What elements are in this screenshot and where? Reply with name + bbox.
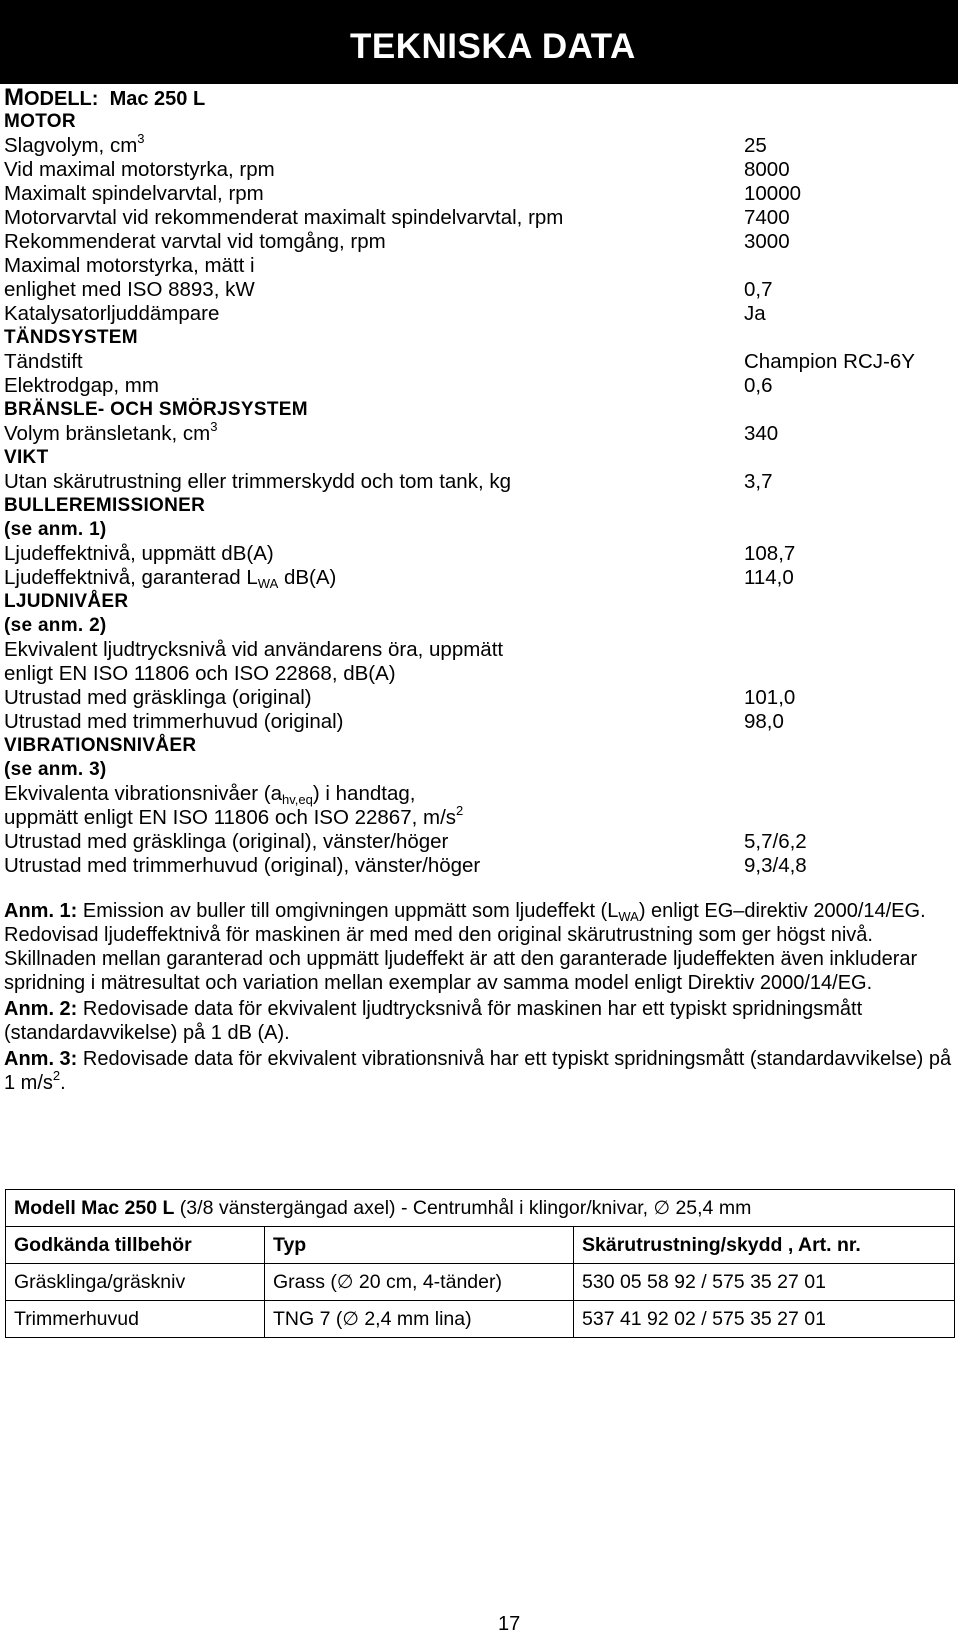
spec-row: Maximalt spindelvarvtal, rpm 10000 (4, 182, 802, 205)
spec-row: Utrustad med gräsklinga (original), vänster/höger 5,7/6,2 (4, 830, 807, 853)
notes-section (4, 899, 956, 1097)
note-3: Anm. 3: Redovisade data för ekvivalent vibrationsnivå har ett typiskt spridningsmått (standardavvikelse) på 1 $m/s^2$. (4, 1048, 952, 1094)
spec-description: enligt EN ISO 11806 och ISO 22868, dB(A) (4, 662, 396, 685)
section-note-sound: (se anm. 2) (4, 615, 107, 636)
table-header-row (6, 1227, 955, 1264)
section-note-noise: (se anm. 1) (4, 519, 107, 540)
table-row (6, 1190, 955, 1227)
table-cell: Trimmerhuvud (6, 1301, 265, 1338)
model-line (4, 86, 954, 110)
diameter-icon: ∅ (342, 1308, 359, 1330)
spec-row: Elektrodgap, mm 0,6 (4, 374, 773, 397)
spec-row: Utrustad med gräsklinga (original) 101,0 (4, 686, 796, 709)
spec-row: Tändstift Champion RCJ-6Y (4, 350, 915, 373)
table-cell: Gräsklinga/gräskniv (6, 1264, 265, 1301)
spec-description: Ekvivalenta vibrationsnivåer $(a_{hv,eq})$ i handtag, (4, 782, 416, 807)
section-heading-sound: LJUDNIVÅER (4, 591, 129, 612)
spec-row: Maximal motorstyrka, mätt i (4, 254, 255, 277)
accessories-table (5, 1189, 955, 1338)
table-row (6, 1301, 955, 1338)
spec-row: enlighet med ISO 8893, kW 0,7 (4, 278, 773, 301)
spec-row: Volym bränsletank, $cm^3$ 340 (4, 419, 779, 445)
spec-row: Utrustad med trimmerhuvud (original), vänster/höger 9,3/4,8 (4, 854, 807, 877)
section-note-vibration: (se anm. 3) (4, 759, 107, 780)
section-heading-noise: BULLEREMISSIONER (4, 495, 206, 516)
section-heading-ignition: TÄNDSYSTEM (4, 327, 138, 348)
note-1: Anm. 1: Emission av buller till omgivningen uppmätt som ljudeffekt $(L_{WA})$ enligt EG–direktiv 2000/14/EG. Redovisad ljudeffektnivå för maskinen är med med den original skärutrustning som ger högst nivå. Skillnaden mellan garanterad och uppmätt ljudeffekt är att den garanterade ljudeffekten även inkluderar spridning i mätresultat och variation mellan exemplar av samma model enligt Direktiv 2000/14/EG. (4, 900, 926, 994)
section-heading-fuel: BRÄNSLE- OCH SMÖRJSYSTEM (4, 399, 308, 420)
header-bar (0, 0, 958, 84)
spec-row: Vid maximal motorstyrka, rpm 8000 (4, 158, 790, 181)
column-header: Skärutrustning/skydd , Art. nr. (574, 1227, 955, 1264)
spec-row: Utrustad med trimmerhuvud (original) 98,0 (4, 710, 784, 733)
spec-list (4, 86, 954, 878)
section-heading-motor: MOTOR (4, 111, 76, 132)
column-header: Godkända tillbehör (6, 1227, 265, 1264)
spec-description: uppmätt enligt EN ISO 11806 och ISO 22867, $m/s^2$ (4, 803, 464, 829)
page-number: 17 (498, 1613, 521, 1635)
table-row (6, 1264, 955, 1301)
diameter-icon: ∅ (336, 1271, 354, 1293)
spec-row: Slagvolym, $cm^3$ 25 (4, 131, 767, 157)
spec-row: Ljudeffektnivå, garanterad $L_{WA}$ dB(A) 114,0 (4, 566, 794, 591)
spec-description: Ekvivalent ljudtrycksnivå vid användarens öra, uppmätt (4, 638, 504, 661)
section-heading-weight: VIKT (4, 447, 49, 468)
column-header: Typ (265, 1227, 574, 1264)
page-title: TEKNISKA DATA (350, 27, 636, 66)
spec-row: Ljudeffektnivå, uppmätt dB(A) 108,7 (4, 542, 796, 565)
table-cell: 537 41 92 02 / 575 35 27 01 (574, 1301, 955, 1338)
table-cell: TNG 7 (∅ 2,4 mm lina) (265, 1301, 574, 1338)
table-cell: Grass (∅ 20 cm, 4-tänder) (265, 1264, 574, 1301)
spec-row: Motorvarvtal vid rekommenderat maximalt spindelvarvtal, rpm 7400 (4, 206, 790, 229)
note-2: Anm. 2: Redovisade data för ekvivalent ljudtrycksnivå för maskinen har ett typiskt spridningsmått (standardavvikelse) på 1 dB (A). (4, 998, 863, 1044)
spec-row: Katalysatorljuddämpare Ja (4, 302, 766, 325)
section-heading-vibration: VIBRATIONSNIVÅER (4, 735, 197, 756)
table-cell: 530 05 58 92 / 575 35 27 01 (574, 1264, 955, 1301)
spec-row: Utan skärutrustning eller trimmerskydd och tom tank, kg 3,7 (4, 470, 773, 493)
model-accessory-line: Modell Mac 250 L (3/8 vänstergängad axel) - Centrumhål i klingor/knivar, ∅ 25,4 mm (6, 1190, 955, 1227)
diameter-icon: ∅ (653, 1197, 671, 1219)
model-label: MODELL: Mac 250 L (4, 84, 206, 111)
model-name: Mac 250 L (109, 88, 206, 110)
spec-row: Rekommenderat varvtal vid tomgång, rpm 3000 (4, 230, 790, 253)
